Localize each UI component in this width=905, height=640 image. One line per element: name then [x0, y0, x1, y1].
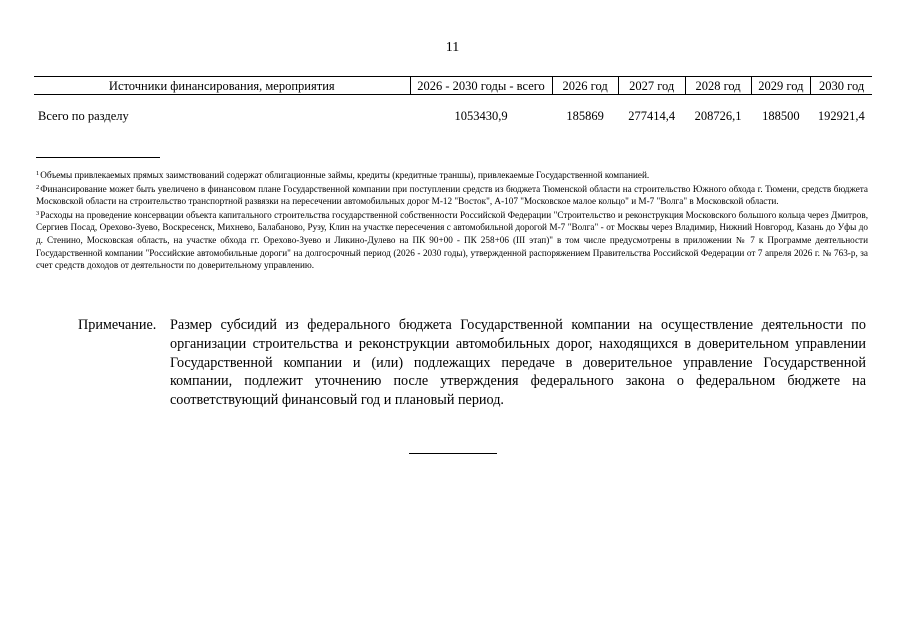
header-2029: 2029 год [751, 77, 811, 95]
footnote-divider [36, 157, 160, 158]
footnote-3 [36, 208, 868, 272]
cell-2029: 188500 [762, 109, 800, 123]
footnote-text: Финансирование может быть увеличено в финансовом плане Государственной компании при поступлении средств из бюджета Тюменской области на строительство Южного обхода г. Тюмени, средств бюджета Московской области на строительство транспортной развязки на пересечении автомобильных дорог М-12 "Восток", А-107 "Московское малое кольцо" и М-7 "Волга" в Московской области. [36, 183, 868, 207]
header-2030: 2030 год [811, 77, 872, 95]
header-2028: 2028 год [685, 77, 751, 95]
cell-2030: 192921,4 [817, 109, 865, 123]
cell-2026: 185869 [566, 109, 604, 123]
note-text: Размер субсидий из федерального бюджета Государственной компании на осуществление деятельности по организации строительства и реконструкции автомобильных дорог, находящихся в доверительном управлении Государственной компании и (или) подлежащих передаче в доверительное управление Государственной компании, подлежит уточнению после утверждения федерального закона о федеральном бюджете на соответствующий финансовый год и плановый период. [170, 317, 866, 409]
header-sources: Источники финансирования, мероприятия [108, 79, 335, 93]
note-block [78, 316, 866, 410]
footnote-mark: 2 [36, 183, 40, 191]
table-row [34, 95, 872, 125]
note-label: Примечание. [78, 317, 157, 333]
end-divider [409, 453, 497, 454]
footnotes [36, 168, 868, 272]
footnote-text: Расходы на проведение консервации объекта капитального строительства государственной собственности Российской Федерации "Строительство и реконструкция Московского большого кольца через Дмитров, Сергиев Посад, Орехово-Зуево, Воскресенск, Михнево, Балабаново, Рузу, Клин на участке пересечения с автомобильной дорогой М-7 "Волга" - от Москвы через Владимир, Нижний Новгород, Казань до Уфы до д. Стенино, Московская область, на участке обхода гг. Орехово-Зуево и Ликино-Дулево на ПК 90+00 - ПК 258+06 (III этап)" в том числе предусмотрены в приложении № 7 к Программе деятельности Государственной компании "Российские автомобильные дороги" на долгосрочный период (2026 - 2030 годы), утвержденной распоряжением Правительства Российской Федерации от 7 апреля 2026 г. № 763-р, за счет средств доходов от деятельности по доверительному управлению. [36, 209, 868, 271]
page-number: 11 [445, 40, 460, 55]
cell-total: 1053430,9 [454, 109, 508, 123]
row-label: Всего по разделу [38, 109, 129, 123]
header-2026: 2026 год [552, 77, 618, 95]
footnote-mark: 3 [36, 209, 40, 217]
header-total: 2026 - 2030 годы - всего [410, 77, 552, 95]
footnote-1 [36, 168, 868, 182]
table-header-row [34, 77, 872, 95]
footnote-text: Объемы привлекаемых прямых заимствований содержат облигационные займы, кредиты (кредитные траншы), привлекаемые Государственной компанией. [40, 170, 650, 180]
footnote-mark: 1 [36, 170, 40, 177]
header-2027: 2027 год [618, 77, 685, 95]
cell-2027: 277414,4 [628, 109, 676, 123]
financing-table [34, 76, 872, 124]
cell-2028: 208726,1 [694, 109, 742, 123]
footnote-2 [36, 182, 868, 208]
